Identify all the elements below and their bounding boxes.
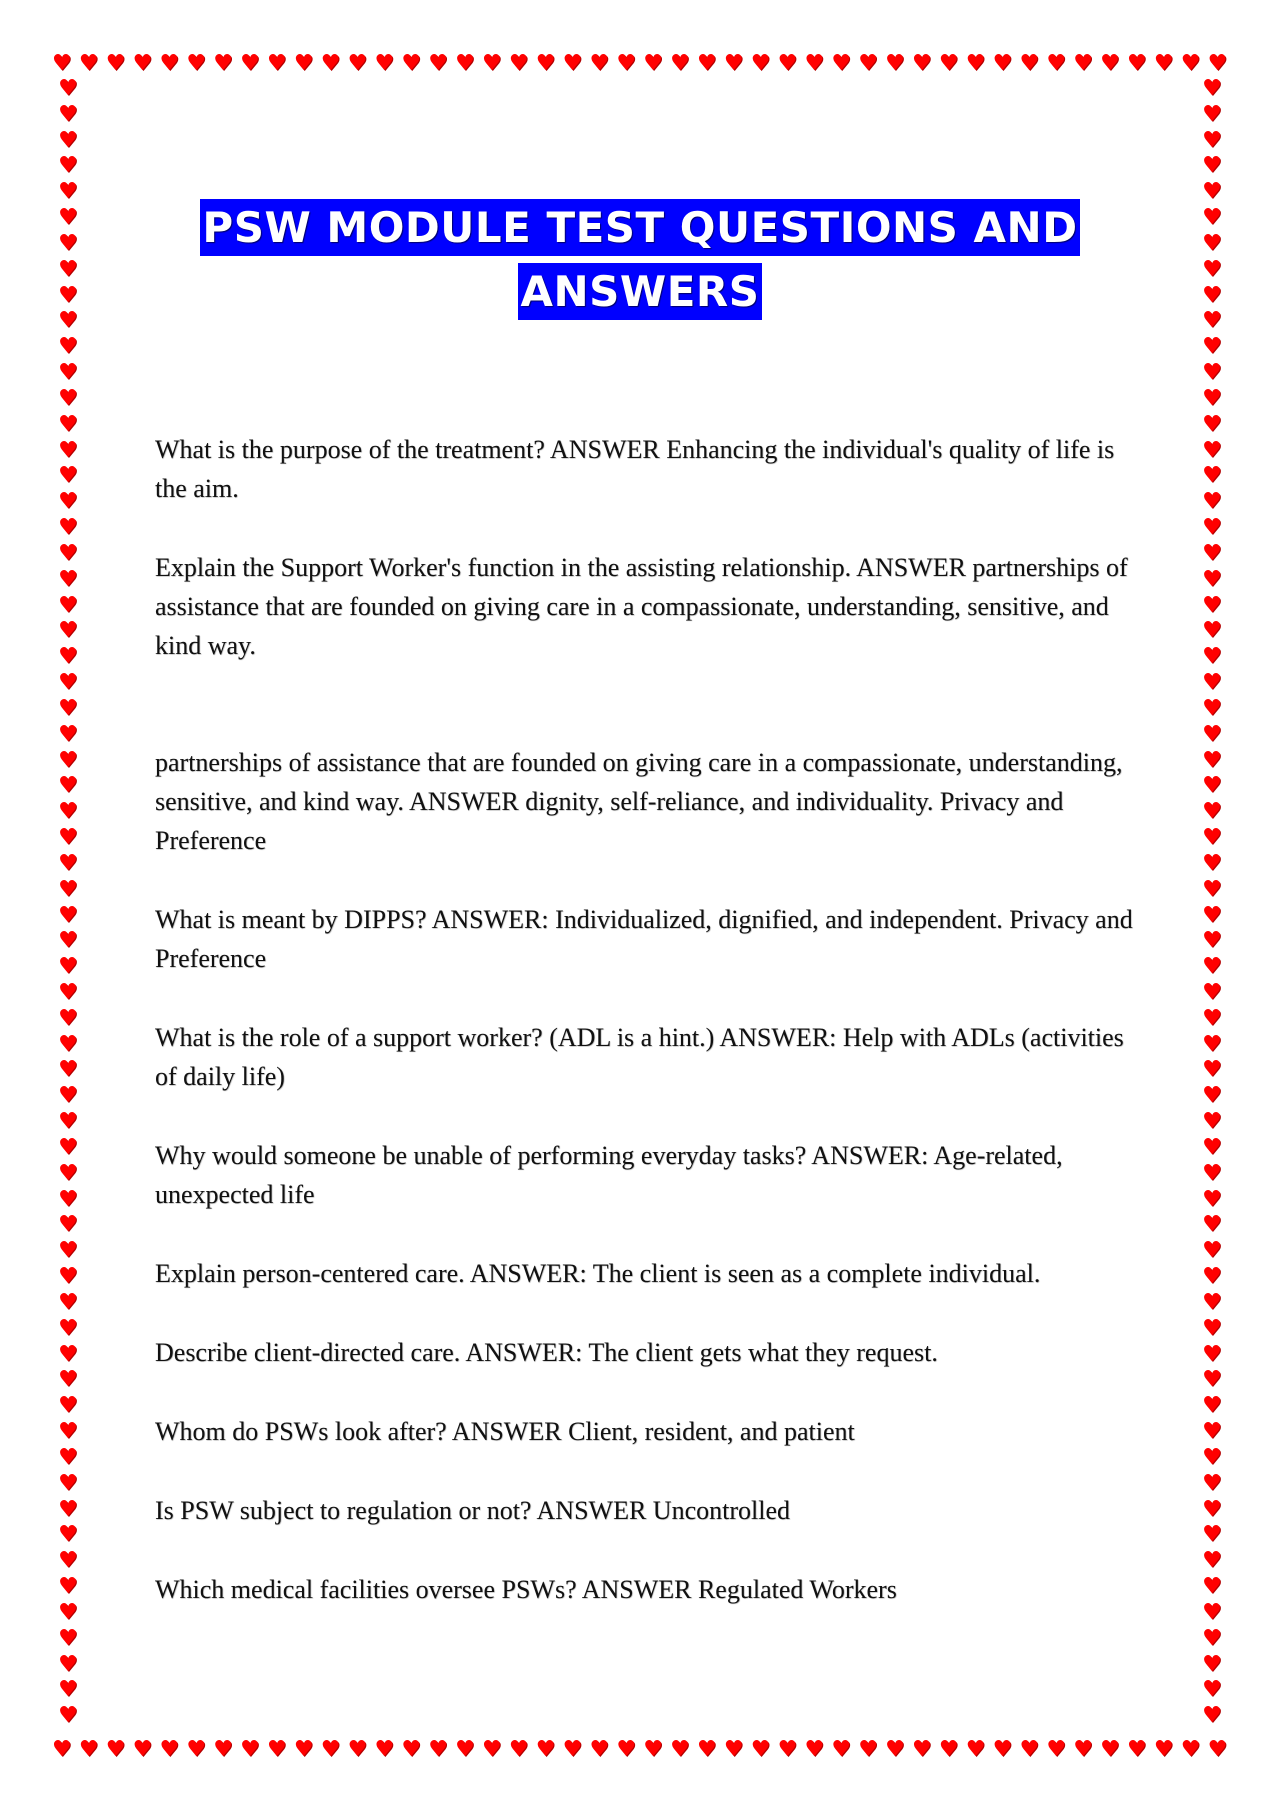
heart-icon: ♥ xyxy=(885,51,905,76)
heart-icon: ♥ xyxy=(1202,308,1222,334)
heart-icon: ♥ xyxy=(58,747,78,773)
heart-icon: ♥ xyxy=(58,799,78,825)
heart-icon: ♥ xyxy=(58,1186,78,1212)
heart-icon: ♥ xyxy=(1202,1419,1222,1445)
heart-icon: ♥ xyxy=(1202,205,1222,231)
heart-icon: ♥ xyxy=(1019,51,1040,76)
heart-icon: ♥ xyxy=(1202,153,1222,179)
heart-icon: ♥ xyxy=(562,51,583,76)
heart-icon: ♥ xyxy=(723,1737,744,1762)
heart-icon: ♥ xyxy=(58,902,78,928)
heart-icon: ♥ xyxy=(58,1419,78,1445)
document-title: PSW MODULE TEST QUESTIONS AND ANSWERS xyxy=(200,199,1079,320)
heart-icon: ♥ xyxy=(58,437,78,463)
heart-icon: ♥ xyxy=(1202,334,1222,360)
heart-icon: ♥ xyxy=(1202,179,1222,205)
heart-icon: ♥ xyxy=(1100,51,1120,76)
heart-icon: ♥ xyxy=(105,51,126,76)
heart-icon: ♥ xyxy=(58,954,78,980)
heart-icon: ♥ xyxy=(58,1548,78,1574)
heart-icon: ♥ xyxy=(58,76,78,101)
heart-icon: ♥ xyxy=(58,979,78,1005)
heart-icon: ♥ xyxy=(1180,1737,1201,1762)
heart-icon: ♥ xyxy=(1202,515,1222,541)
heart-icon: ♥ xyxy=(58,515,78,541)
heart-icon: ♥ xyxy=(58,850,78,876)
qa-item: Explain person-centered care. ANSWER: The client is seen as a complete individual. xyxy=(155,1259,1041,1288)
heart-icon: ♥ xyxy=(1202,979,1222,1005)
heart-icon: ♥ xyxy=(1127,1737,1147,1762)
heart-icon: ♥ xyxy=(885,1737,905,1762)
heart-icon: ♥ xyxy=(777,1737,798,1762)
heart-icon: ♥ xyxy=(1202,695,1222,721)
heart-icon: ♥ xyxy=(1202,902,1222,928)
heart-icon: ♥ xyxy=(58,1264,78,1290)
heart-icon: ♥ xyxy=(213,51,233,76)
heart-icon: ♥ xyxy=(804,51,825,76)
heart-icon: ♥ xyxy=(132,1737,153,1762)
heart-icon: ♥ xyxy=(777,51,798,76)
heart-icon: ♥ xyxy=(535,1737,556,1762)
heart-icon: ♥ xyxy=(58,1522,78,1548)
heart-icon: ♥ xyxy=(186,51,207,76)
heart-icon: ♥ xyxy=(1202,1367,1222,1393)
heart-icon: ♥ xyxy=(1202,1496,1222,1522)
heart-icon: ♥ xyxy=(1202,101,1222,127)
heart-icon: ♥ xyxy=(58,127,78,153)
heart-icon: ♥ xyxy=(1202,489,1222,515)
heart-icon: ♥ xyxy=(58,179,78,205)
heart-icon: ♥ xyxy=(159,1737,180,1762)
heart-icon: ♥ xyxy=(401,1737,422,1762)
heart-icon: ♥ xyxy=(240,51,260,76)
heart-icon: ♥ xyxy=(58,825,78,851)
heart-icon: ♥ xyxy=(1202,644,1222,670)
heart-icon: ♥ xyxy=(1202,1238,1222,1264)
heart-icon: ♥ xyxy=(58,308,78,334)
heart-icon: ♥ xyxy=(589,1737,610,1762)
heart-icon: ♥ xyxy=(58,256,78,282)
heart-icon: ♥ xyxy=(1202,1212,1222,1238)
heart-icon: ♥ xyxy=(1202,1703,1222,1729)
qa-list xyxy=(155,430,1135,1649)
heart-icon: ♥ xyxy=(52,51,72,76)
heart-icon: ♥ xyxy=(750,51,771,76)
heart-icon: ♥ xyxy=(58,334,78,360)
heart-icon: ♥ xyxy=(1073,1737,1093,1762)
heart-icon: ♥ xyxy=(58,489,78,515)
heart-icon: ♥ xyxy=(1207,51,1228,76)
heart-icon: ♥ xyxy=(1202,747,1222,773)
heart-icon: ♥ xyxy=(1019,1737,1040,1762)
heart-icon: ♥ xyxy=(1202,876,1222,902)
heart-border-top xyxy=(52,48,1228,80)
heart-icon: ♥ xyxy=(912,51,932,76)
heart-icon: ♥ xyxy=(293,51,314,76)
heart-icon: ♥ xyxy=(616,1737,637,1762)
title-block xyxy=(100,196,1180,324)
heart-icon: ♥ xyxy=(58,282,78,308)
heart-icon: ♥ xyxy=(58,1625,78,1651)
heart-icon: ♥ xyxy=(320,1737,341,1762)
heart-icon: ♥ xyxy=(58,1160,78,1186)
heart-icon: ♥ xyxy=(78,1737,99,1762)
heart-icon: ♥ xyxy=(1202,540,1222,566)
heart-icon: ♥ xyxy=(213,1737,233,1762)
heart-icon: ♥ xyxy=(58,1574,78,1600)
heart-icon: ♥ xyxy=(58,1341,78,1367)
heart-icon: ♥ xyxy=(320,51,341,76)
heart-icon: ♥ xyxy=(1202,954,1222,980)
heart-icon: ♥ xyxy=(58,618,78,644)
qa-item: partnerships of assistance that are founded on giving care in a compassionate, understanding, sensitive, and kind way. ANSWER dignity, self-reliance, and individuality. Privacy and Preference xyxy=(155,748,1123,855)
heart-icon: ♥ xyxy=(992,1737,1013,1762)
heart-icon: ♥ xyxy=(58,1083,78,1109)
heart-icon: ♥ xyxy=(750,1737,771,1762)
heart-icon: ♥ xyxy=(58,773,78,799)
heart-icon: ♥ xyxy=(52,1737,72,1762)
heart-icon: ♥ xyxy=(58,592,78,618)
heart-icon: ♥ xyxy=(1202,1289,1222,1315)
heart-icon: ♥ xyxy=(58,1212,78,1238)
qa-item: Which medical facilities oversee PSWs? ANSWER Regulated Workers xyxy=(155,1575,897,1604)
heart-icon: ♥ xyxy=(938,1737,959,1762)
heart-icon: ♥ xyxy=(58,1134,78,1160)
heart-icon: ♥ xyxy=(1202,230,1222,256)
heart-icon: ♥ xyxy=(58,1677,78,1703)
heart-icon: ♥ xyxy=(1202,773,1222,799)
heart-icon: ♥ xyxy=(58,385,78,411)
heart-icon: ♥ xyxy=(1202,127,1222,153)
heart-icon: ♥ xyxy=(1202,1651,1222,1677)
heart-icon: ♥ xyxy=(58,205,78,231)
heart-icon: ♥ xyxy=(1202,1625,1222,1651)
heart-icon: ♥ xyxy=(58,1496,78,1522)
heart-icon: ♥ xyxy=(831,1737,852,1762)
heart-icon: ♥ xyxy=(58,1703,78,1729)
heart-icon: ♥ xyxy=(804,1737,825,1762)
heart-icon: ♥ xyxy=(1202,411,1222,437)
heart-icon: ♥ xyxy=(1202,1677,1222,1703)
heart-icon: ♥ xyxy=(58,1289,78,1315)
heart-icon: ♥ xyxy=(1153,51,1174,76)
heart-icon: ♥ xyxy=(267,1737,287,1762)
qa-item: Describe client-directed care. ANSWER: The client gets what they request. xyxy=(155,1338,938,1367)
heart-icon: ♥ xyxy=(1207,1737,1228,1762)
heart-icon: ♥ xyxy=(58,1470,78,1496)
heart-icon: ♥ xyxy=(1202,1031,1222,1057)
heart-icon: ♥ xyxy=(78,51,99,76)
heart-icon: ♥ xyxy=(1202,385,1222,411)
heart-border-left xyxy=(52,78,84,1728)
heart-icon: ♥ xyxy=(293,1737,314,1762)
heart-icon: ♥ xyxy=(1073,51,1093,76)
heart-icon: ♥ xyxy=(1202,799,1222,825)
qa-item: Is PSW subject to regulation or not? ANSWER Uncontrolled xyxy=(155,1496,790,1525)
heart-icon: ♥ xyxy=(858,51,878,76)
heart-icon: ♥ xyxy=(347,51,368,76)
heart-icon: ♥ xyxy=(1202,282,1222,308)
heart-icon: ♥ xyxy=(58,463,78,489)
heart-icon: ♥ xyxy=(58,411,78,437)
heart-icon: ♥ xyxy=(455,51,475,76)
heart-icon: ♥ xyxy=(455,1737,475,1762)
heart-icon: ♥ xyxy=(1202,1057,1222,1083)
heart-icon: ♥ xyxy=(723,51,744,76)
qa-item: What is meant by DIPPS? ANSWER: Individualized, dignified, and independent. Privacy and Preference xyxy=(155,905,1133,973)
heart-icon: ♥ xyxy=(58,1005,78,1031)
heart-icon: ♥ xyxy=(58,1031,78,1057)
heart-icon: ♥ xyxy=(1202,256,1222,282)
heart-icon: ♥ xyxy=(1127,51,1147,76)
heart-icon: ♥ xyxy=(58,1393,78,1419)
heart-icon: ♥ xyxy=(508,51,529,76)
heart-icon: ♥ xyxy=(58,101,78,127)
heart-icon: ♥ xyxy=(58,695,78,721)
heart-icon: ♥ xyxy=(58,566,78,592)
heart-icon: ♥ xyxy=(267,51,287,76)
heart-icon: ♥ xyxy=(1202,1083,1222,1109)
heart-icon: ♥ xyxy=(482,1737,502,1762)
heart-icon: ♥ xyxy=(1202,1444,1222,1470)
heart-icon: ♥ xyxy=(831,51,852,76)
heart-icon: ♥ xyxy=(1202,721,1222,747)
heart-border-bottom xyxy=(52,1734,1228,1766)
heart-icon: ♥ xyxy=(482,51,502,76)
heart-icon: ♥ xyxy=(1202,1341,1222,1367)
heart-icon: ♥ xyxy=(1202,1186,1222,1212)
heart-icon: ♥ xyxy=(670,51,690,76)
heart-icon: ♥ xyxy=(1202,1599,1222,1625)
heart-icon: ♥ xyxy=(159,51,180,76)
heart-icon: ♥ xyxy=(697,1737,717,1762)
heart-icon: ♥ xyxy=(643,1737,663,1762)
qa-item: Explain the Support Worker's function in the assisting relationship. ANSWER partnerships of assistance that are founded on giving care in a compassionate, understanding, sensitive, and kind way. xyxy=(155,553,1128,660)
heart-icon: ♥ xyxy=(58,1238,78,1264)
heart-icon: ♥ xyxy=(58,876,78,902)
heart-icon: ♥ xyxy=(105,1737,126,1762)
heart-icon: ♥ xyxy=(1153,1737,1174,1762)
heart-icon: ♥ xyxy=(58,721,78,747)
heart-icon: ♥ xyxy=(428,1737,448,1762)
heart-icon: ♥ xyxy=(1202,928,1222,954)
heart-icon: ♥ xyxy=(697,51,717,76)
heart-icon: ♥ xyxy=(347,1737,368,1762)
heart-icon: ♥ xyxy=(58,1367,78,1393)
heart-icon: ♥ xyxy=(938,51,959,76)
heart-icon: ♥ xyxy=(1202,437,1222,463)
heart-icon: ♥ xyxy=(240,1737,260,1762)
heart-icon: ♥ xyxy=(1202,1160,1222,1186)
heart-icon: ♥ xyxy=(1202,1005,1222,1031)
heart-icon: ♥ xyxy=(374,1737,395,1762)
qa-item: What is the purpose of the treatment? ANSWER Enhancing the individual's quality of life is the aim. xyxy=(155,435,1115,503)
heart-icon: ♥ xyxy=(1202,825,1222,851)
heart-icon: ♥ xyxy=(1202,618,1222,644)
heart-icon: ♥ xyxy=(965,51,986,76)
heart-icon: ♥ xyxy=(58,928,78,954)
heart-icon: ♥ xyxy=(58,1109,78,1135)
heart-icon: ♥ xyxy=(1046,51,1067,76)
heart-icon: ♥ xyxy=(1202,1264,1222,1290)
heart-icon: ♥ xyxy=(58,1599,78,1625)
heart-icon: ♥ xyxy=(1202,1109,1222,1135)
heart-icon: ♥ xyxy=(58,540,78,566)
heart-icon: ♥ xyxy=(670,1737,690,1762)
qa-item: What is the role of a support worker? (ADL is a hint.) ANSWER: Help with ADLs (activities of daily life) xyxy=(155,1023,1124,1091)
heart-icon: ♥ xyxy=(58,1315,78,1341)
heart-icon: ♥ xyxy=(1202,1522,1222,1548)
qa-item: Why would someone be unable of performing everyday tasks? ANSWER: Age-related, unexpected life xyxy=(155,1141,1063,1209)
heart-icon: ♥ xyxy=(1202,1315,1222,1341)
heart-icon: ♥ xyxy=(589,51,610,76)
heart-icon: ♥ xyxy=(428,51,448,76)
heart-border-right xyxy=(1196,78,1228,1728)
heart-icon: ♥ xyxy=(1202,463,1222,489)
heart-icon: ♥ xyxy=(1202,850,1222,876)
qa-item: Whom do PSWs look after? ANSWER Client, resident, and patient xyxy=(155,1417,855,1446)
heart-icon: ♥ xyxy=(401,51,422,76)
heart-icon: ♥ xyxy=(1202,566,1222,592)
heart-icon: ♥ xyxy=(58,1444,78,1470)
heart-icon: ♥ xyxy=(616,51,637,76)
heart-icon: ♥ xyxy=(1046,1737,1067,1762)
heart-icon: ♥ xyxy=(1202,1548,1222,1574)
heart-icon: ♥ xyxy=(562,1737,583,1762)
heart-icon: ♥ xyxy=(965,1737,986,1762)
heart-icon: ♥ xyxy=(1202,1574,1222,1600)
heart-icon: ♥ xyxy=(58,644,78,670)
heart-icon: ♥ xyxy=(992,51,1013,76)
heart-icon: ♥ xyxy=(858,1737,878,1762)
heart-icon: ♥ xyxy=(508,1737,529,1762)
heart-icon: ♥ xyxy=(1202,76,1222,101)
heart-icon: ♥ xyxy=(58,360,78,386)
heart-icon: ♥ xyxy=(1202,360,1222,386)
heart-icon: ♥ xyxy=(1202,1470,1222,1496)
heart-icon: ♥ xyxy=(912,1737,932,1762)
heart-icon: ♥ xyxy=(186,1737,207,1762)
heart-icon: ♥ xyxy=(58,230,78,256)
heart-icon: ♥ xyxy=(1202,670,1222,696)
heart-icon: ♥ xyxy=(643,51,663,76)
heart-icon: ♥ xyxy=(535,51,556,76)
heart-icon: ♥ xyxy=(58,1057,78,1083)
heart-icon: ♥ xyxy=(58,1651,78,1677)
heart-icon: ♥ xyxy=(58,153,78,179)
heart-icon: ♥ xyxy=(1202,592,1222,618)
heart-icon: ♥ xyxy=(132,51,153,76)
heart-icon: ♥ xyxy=(1180,51,1201,76)
heart-icon: ♥ xyxy=(58,670,78,696)
heart-icon: ♥ xyxy=(374,51,395,76)
heart-icon: ♥ xyxy=(1202,1134,1222,1160)
heart-icon: ♥ xyxy=(1100,1737,1120,1762)
heart-icon: ♥ xyxy=(1202,1393,1222,1419)
